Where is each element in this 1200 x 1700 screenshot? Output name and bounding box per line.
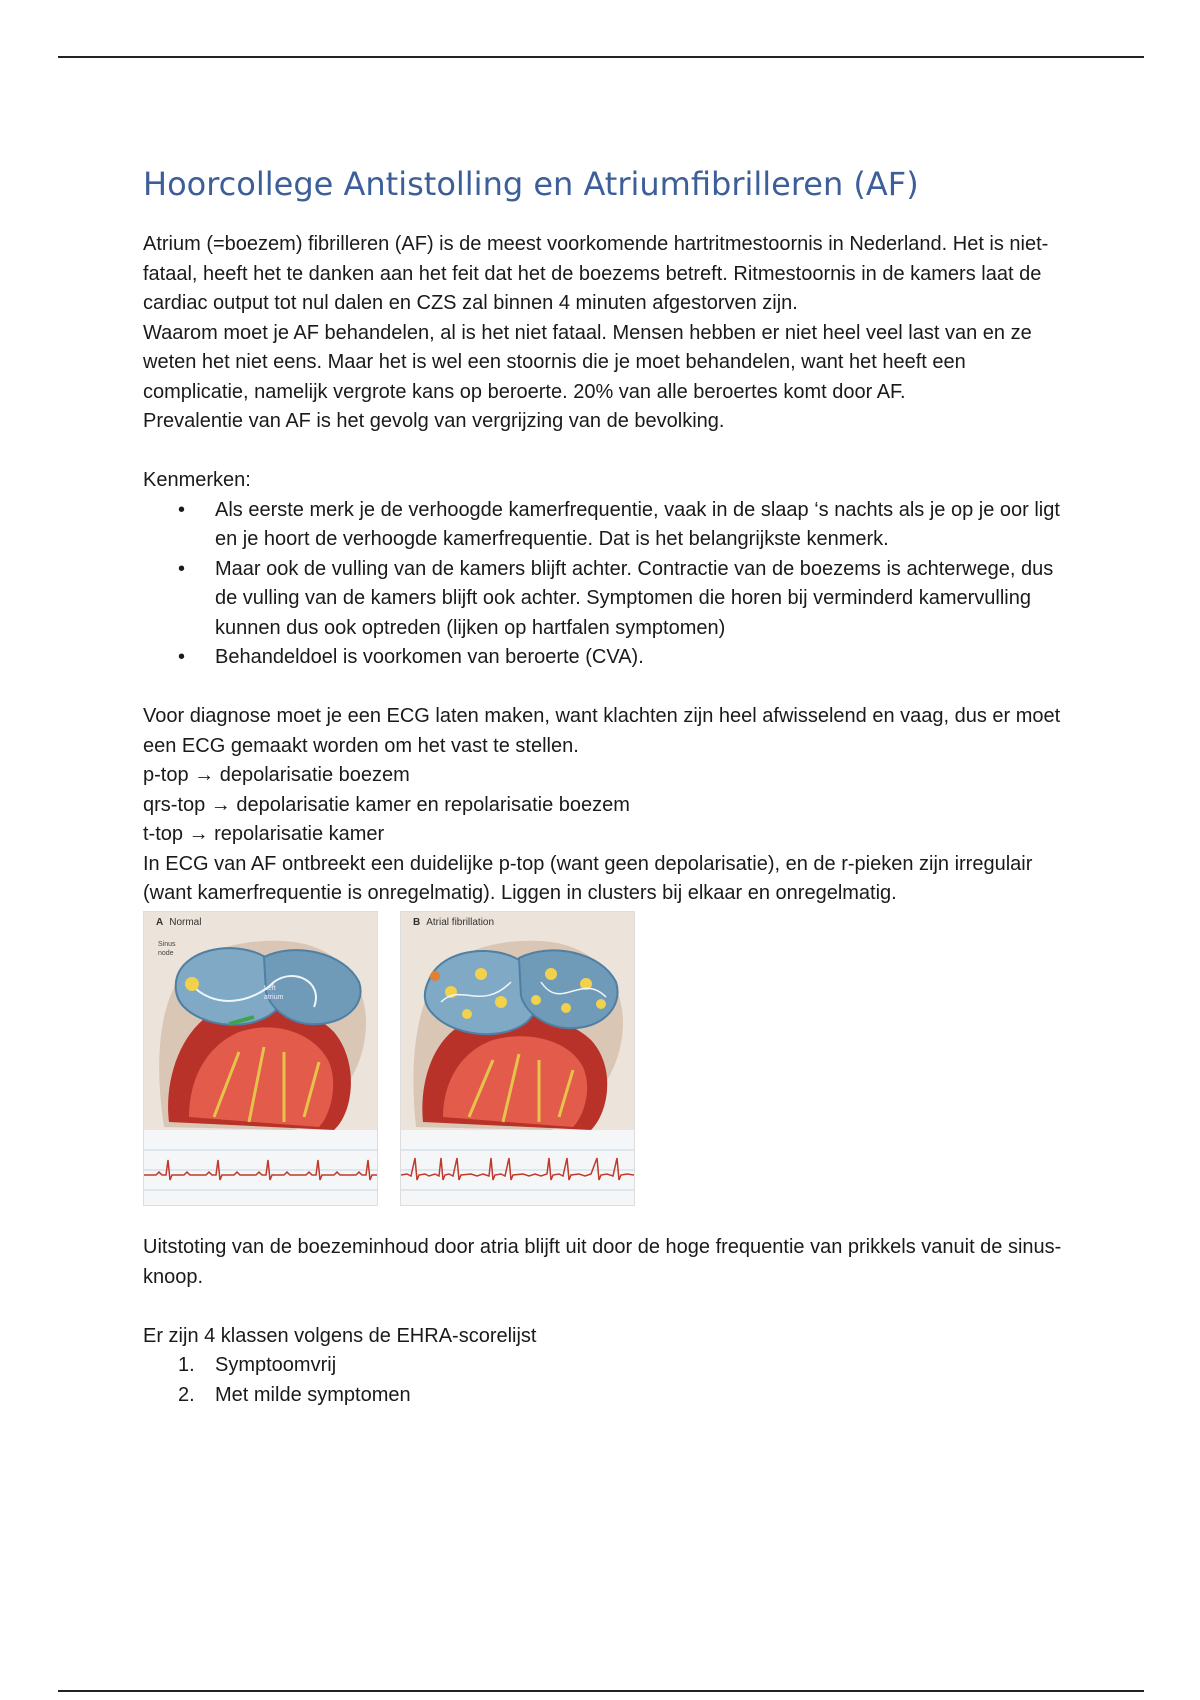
list-item [178, 1381, 1063, 1411]
intro-paragraph-3: Prevalentie van AF is het gevolg van vergrijzing van de bevolking. [143, 410, 725, 432]
figure-panel-af [400, 911, 635, 1206]
header-rule [58, 56, 1144, 58]
ecg-p-top-line: p-top → depolarisatie boezem [143, 764, 410, 786]
figure-panel-normal [143, 911, 378, 1206]
spacer [143, 437, 1063, 467]
list-item: • Maar ook de vulling van de kamers blijft achter. Contractie van de boezems is achterwege, dus de vulling van de kamers blijft ook achter. Symptomen die horen bij verminderd kamervulling kunnen dus ook optreden (lijken op hartfalen symptomen) [215, 555, 1063, 644]
af-ecg-trace [401, 1130, 634, 1205]
ecg-qrs-top-line: qrs-top → depolarisatie kamer en repolarisatie boezem [143, 793, 630, 816]
list-number: 2. [178, 1383, 195, 1406]
ehra-heading: Er zijn 4 klassen volgens de EHRA-scorelijst [143, 1324, 537, 1347]
ecg-t-top-line: t-top → repolarisatie kamer [143, 823, 385, 845]
af-ecg-strip [401, 1130, 634, 1205]
kenmerken-list [143, 496, 1063, 673]
page-title: Hoorcollege Antistolling en Atriumfibrilleren (AF) [143, 165, 919, 203]
intro-paragraph-1: Atrium (=boezem) fibrilleren (AF) is de meest voorkomende hartritmestoornis in Nederland. Het is niet-fataal, heeft het te danken aan het feit dat het de boezems betreft. Ritmestoornis in de kamers laat de cardiac output tot nul dalen en CZS zal binnen 4 minuten afgestorven zijn. [143, 233, 1049, 314]
normal-ecg-trace [144, 1130, 377, 1205]
list-item [178, 1351, 1063, 1381]
list-item: • Behandeldoel is voorkomen van beroerte (CVA). [215, 643, 1063, 673]
kenmerken-heading: Kenmerken: [143, 469, 251, 491]
list-item-text: Symptoomvrij [215, 1354, 337, 1376]
intro-paragraph-2: Waarom moet je AF behandelen, al is het niet fataal. Mensen hebben er niet heel veel last van en ze weten het niet eens. Maar het is wel een stoornis die je moet behandelen, want het heeft een complicatie, namelijk vergrote kans op beroerte. 20% van alle beroertes komt door AF. [143, 321, 1032, 403]
list-item-text: Met milde symptomen [215, 1383, 411, 1406]
ehra-list [143, 1351, 1063, 1410]
heart-ecg-figure [143, 911, 627, 1204]
normal-ecg-strip [144, 1130, 377, 1205]
list-number: 1. [178, 1354, 195, 1376]
uitstoting-paragraph: Uitstoting van de boezeminhoud door atria blijft uit door de hoge frequentie van prikkels vanuit de sinus-knoop. [143, 1236, 1062, 1288]
panel-a-label: A Normal [156, 916, 202, 928]
document-body [143, 164, 1063, 1410]
list-item: • Als eerste merk je de verhoogde kamerfrequentie, vaak in de slaap ‘s nachts als je op je oor ligt en je hoort de verhoogde kamerfrequentie. Dat is het belangrijkste kenmerk. [215, 496, 1063, 555]
diagnose-paragraph: Voor diagnose moet je een ECG laten maken, want klachten zijn heel afwisselend en vaag, dus er moet een ECG gemaakt worden om het vast te stellen. [143, 705, 1061, 757]
spacer [143, 673, 1063, 703]
panel-b-label: B Atrial fibrillation [413, 916, 495, 928]
spacer [143, 1204, 1063, 1234]
left-atrium-annotation: Left atrium [264, 984, 284, 1001]
spacer [143, 1292, 1063, 1322]
af-ecg-paragraph: In ECG van AF ontbreekt een duidelijke p-top (want geen depolarisatie), en de r-pieken zijn irregulair (want kamerfrequentie is onregelmatig). Liggen in clusters bij elkaar en onregelmatig. [143, 852, 1033, 904]
footer-rule [58, 1690, 1144, 1692]
sinus-node-annotation: Sinus node [158, 940, 176, 957]
